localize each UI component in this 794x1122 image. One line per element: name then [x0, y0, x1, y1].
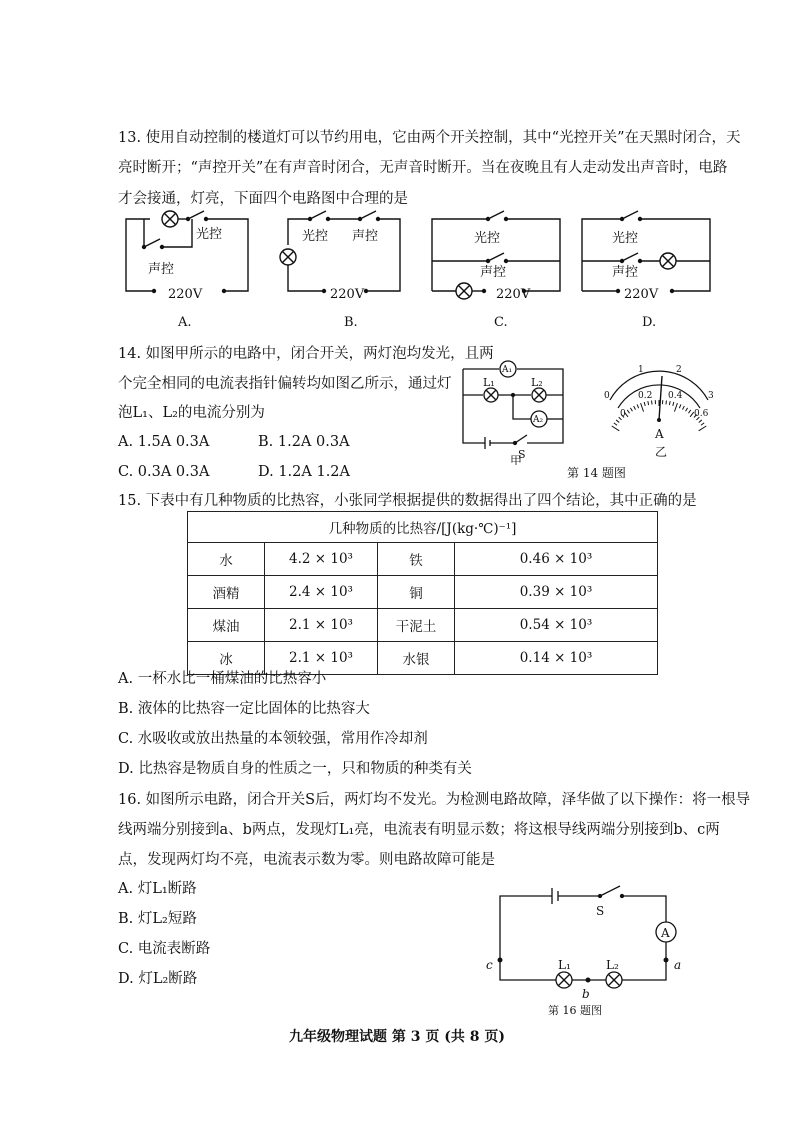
- meter-tick: [637, 404, 639, 408]
- q15-line-1: 15. 下表中有几种物质的比热容，小张同学根据提供的数据得出了四个结论，其中正确的是: [118, 493, 697, 509]
- q13-line-1: 13. 使用自动控制的楼道灯可以节约用电，它由两个开关控制，其中“光控开关”在天黑时闭合，天: [118, 130, 741, 146]
- label-l1: L₁: [558, 958, 571, 972]
- q16-line-2: 线两端分别接到a、b两点，发现灯L₁亮，电流表有明显示数；将这根导线两端分别接到b、c两: [118, 822, 720, 838]
- meter-tick: [648, 401, 649, 405]
- option-a-label: A.: [178, 315, 192, 330]
- table-cell: 干泥土: [378, 609, 455, 642]
- table-cell: 水: [188, 543, 265, 576]
- circuit-d: [582, 211, 710, 293]
- table-cell: 4.2 × 10³: [265, 543, 378, 576]
- label-a: a: [674, 958, 682, 972]
- label-l2: L₂: [531, 376, 543, 389]
- label-switch: S: [518, 448, 526, 461]
- label-voltage: 220V: [624, 287, 659, 302]
- meter-tick: [614, 423, 617, 425]
- label-voltage: 220V: [168, 287, 203, 302]
- label-b: b: [582, 987, 590, 1001]
- q16-option-c: C. 电流表断路: [118, 941, 211, 957]
- label-a2: A₂: [533, 415, 544, 425]
- q13-line-3: 才会接通，灯亮，下面四个电路图中合理的是: [118, 191, 408, 207]
- point-b: [586, 978, 591, 983]
- scale-bottom-0: 0: [620, 409, 626, 419]
- meter-tick: [630, 408, 632, 411]
- circuit-c: [432, 211, 560, 299]
- option-b-label: B.: [344, 315, 358, 330]
- q16-line-3: 点，发现两灯均不亮，电流表示数为零。则电路故障可能是: [118, 852, 495, 868]
- q16-option-a: A. 灯L₁断路: [118, 881, 197, 897]
- q14-line-2: 个完全相同的电流表指针偏转均如图乙所示，通过灯: [118, 376, 452, 392]
- meter-tick: [641, 403, 644, 411]
- meter-tick: [652, 401, 653, 405]
- meter-tick: [673, 402, 674, 406]
- label-light-ctrl: 光控: [474, 231, 501, 246]
- label-yi: 乙: [655, 445, 668, 459]
- page-footer: 九年级物理试题 第 3 页 (共 8 页): [289, 1029, 505, 1045]
- meter-tick: [634, 406, 636, 410]
- label-sound-ctrl: 声控: [148, 262, 175, 277]
- table-cell: 冰: [188, 642, 265, 675]
- scale-top-0: 0: [604, 391, 610, 401]
- table-cell: 2.1 × 10³: [265, 609, 378, 642]
- meter-tick: [669, 401, 670, 405]
- table-cell: 煤油: [188, 609, 265, 642]
- q15-option-a: A. 一杯水比一桶煤油的比热容小: [118, 671, 327, 687]
- label-light-ctrl: 光控: [612, 231, 639, 246]
- q14-option-c: C. 0.3A 0.3A: [118, 464, 210, 480]
- meter-tick: [666, 401, 667, 405]
- q14-option-b: B. 1.2A 0.3A: [258, 434, 350, 450]
- meter-tick: [699, 426, 707, 431]
- scale-top-3: 3: [708, 391, 714, 401]
- point-c: [498, 958, 503, 963]
- label-voltage: 220V: [330, 287, 365, 302]
- label-light-ctrl: 光控: [196, 227, 223, 242]
- option-c-label: C.: [494, 315, 508, 330]
- q13-line-2: 亮时断开；“声控开关”在有声音时闭合，无声音时断开。当在夜晚且有人走动发出声音时，电路: [118, 160, 728, 176]
- label-switch: S: [596, 904, 605, 918]
- fig16-circuit: [482, 880, 692, 1020]
- table-cell: 0.54 × 10³: [455, 609, 658, 642]
- q14-line-1: 14. 如图甲所示的电路中，闭合开关，两灯泡均发光，且两: [118, 346, 494, 362]
- meter-tick: [679, 404, 681, 408]
- q16-line-1: 16. 如图所示电路，闭合开关S后，两灯均不发光。为检测电路故障，泽华做了以下操作：将一根导: [118, 792, 751, 808]
- label-a1: A₁: [502, 365, 513, 375]
- label-light-ctrl: 光控: [302, 229, 329, 244]
- table-cell: 水银: [378, 642, 455, 675]
- label-sound-ctrl: 声控: [480, 265, 507, 280]
- fig14-circuit: [455, 355, 575, 465]
- scale-top-2: 2: [676, 365, 682, 375]
- scale-bottom-1: 0.2: [638, 391, 653, 401]
- circuit-a: [126, 211, 248, 293]
- table-cell: 0.39 × 10³: [455, 576, 658, 609]
- meter-tick: [699, 420, 702, 423]
- scale-top-1: 1: [638, 365, 644, 375]
- table-cell: 2.4 × 10³: [265, 576, 378, 609]
- q14-option-d: D. 1.2A 1.2A: [258, 464, 350, 480]
- meter-tick: [674, 403, 677, 411]
- table-cell: 铁: [378, 543, 455, 576]
- meter-tick: [616, 420, 619, 423]
- meter-tick: [644, 402, 645, 406]
- q15-option-c: C. 水吸收或放出热量的本领较强，常用作冷却剂: [118, 731, 428, 747]
- meter-tick: [688, 410, 690, 413]
- scale-bottom-3: 0.6: [694, 409, 709, 419]
- table-title: 几种物质的比热容/[J(kg·℃)⁻¹]: [188, 512, 658, 543]
- q14-line-3: 泡L₁、L₂的电流分别为: [118, 405, 265, 421]
- label-c: c: [486, 958, 493, 972]
- label-l2: L₂: [606, 958, 619, 972]
- table-cell: 0.14 × 10³: [455, 642, 658, 675]
- option-d-label: D.: [642, 315, 657, 330]
- point-a: [664, 958, 669, 963]
- table-row: [188, 576, 658, 609]
- table-cell: 酒精: [188, 576, 265, 609]
- label-jia: 甲: [510, 454, 523, 465]
- table-row: [188, 543, 658, 576]
- q16-option-d: D. 灯L₂断路: [118, 971, 198, 987]
- label-sound-ctrl: 声控: [352, 229, 379, 244]
- meter-tick: [686, 408, 688, 411]
- meter-pointer: [659, 376, 662, 420]
- label-l1: L₁: [483, 376, 495, 389]
- meter-tick: [612, 426, 620, 431]
- circuit-b: [280, 211, 400, 293]
- table-row: [188, 609, 658, 642]
- fig16-caption: 第 16 题图: [548, 1004, 602, 1017]
- q13-circuit-options: [118, 205, 718, 335]
- specific-heat-table: [187, 511, 658, 675]
- q15-option-d: D. 比热容是物质自身的性质之一，只和物质的种类有关: [118, 761, 472, 777]
- q15-option-b: B. 液体的比热容一定比固体的比热容大: [118, 701, 370, 717]
- scale-bottom-2: 0.4: [668, 391, 683, 401]
- label-sound-ctrl: 声控: [612, 265, 639, 280]
- q14-option-a: A. 1.5A 0.3A: [118, 434, 210, 450]
- table-cell: 2.1 × 10³: [265, 642, 378, 675]
- table-cell: 铜: [378, 576, 455, 609]
- meter-tick: [627, 410, 629, 413]
- meter-unit: A: [655, 427, 664, 441]
- label-ammeter: A: [661, 926, 670, 940]
- meter-tick: [701, 423, 704, 425]
- fig14-caption: 第 14 题图: [567, 466, 626, 480]
- table-cell: 0.46 × 10³: [455, 543, 658, 576]
- label-voltage: 220V: [496, 287, 531, 302]
- fig14-meter: [596, 358, 726, 478]
- q16-option-b: B. 灯L₂短路: [118, 911, 197, 927]
- meter-tick: [683, 406, 685, 410]
